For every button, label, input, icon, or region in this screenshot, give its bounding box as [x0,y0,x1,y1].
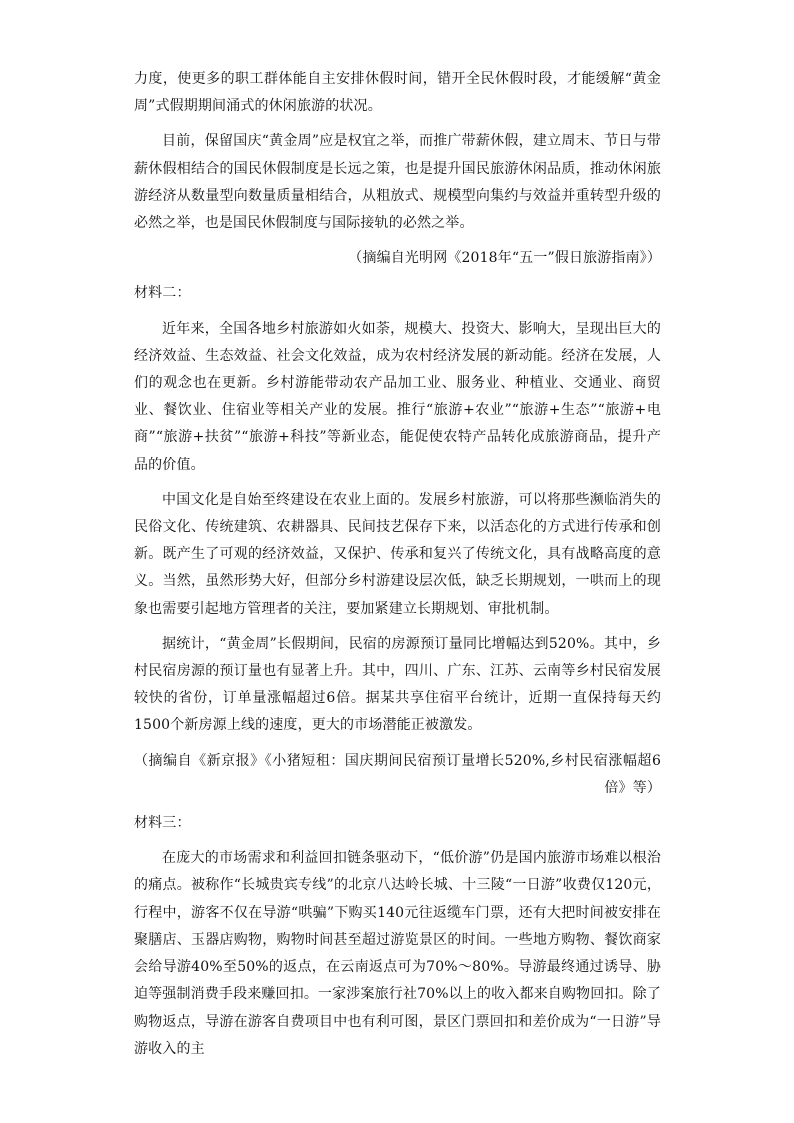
paragraph-chinese-culture: 中国文化是自始至终建设在农业上面的。发展乡村旅游，可以将那些濒临消失的民俗文化、传统建筑、农耕器具、民间技艺保存下来，以活态化的方式进行传承和创新。既产生了可观的经济效益，又保护、传承和复兴了传统文化，具有战略高度的意义。当然，虽然形势大好，但部分乡村游建设层次低，缺乏长期规划，一哄而上的现象也需要引起地方管理者的关注，要加紧建立长期规划、审批机制。 [134,491,661,617]
material-two-label: 材料二： [134,285,191,302]
source-citation-2: （摘编自《新京报》《小猪短租：国庆期间民宿预订量增长520%,乡村民宿涨幅超6倍》等） [134,752,661,796]
paragraph-national-holiday: 目前，保留国庆“黄金周”应是权宜之举，而推广带薪休假，建立周末、节日与带薪休假相结合的国民休假制度是长远之策，也是提升国民旅游休闲品质，推动休闲旅游经济从数量型向数量质量相结合，从粗放式、规模型向集约与效益并重转型升级的必然之举，也是国民休假制度与国际接轨的必然之举。 [134,133,661,232]
paragraph-statistics: 据统计，“黄金周”长假期间，民宿的房源预订量同比增幅达到520%。其中，乡村民宿房源的预订量也有显著上升。其中，四川、广东、江苏、云南等乡村民宿发展较快的省份，订单量涨幅超过6倍。据某共享住宿平台统计，近期一直保持每天约1500个新房源上线的速度，更大的市场潜能正被激发。 [134,635,661,734]
article-body [134,66,661,1071]
paragraph-low-price-tour: 在庞大的市场需求和利益回扣链条驱动下，“低价游”仍是国内旅游市场难以根治的痛点。被称作“长城贵宾专线”的北京八达岭长城、十三陵“一日游”收费仅120元，行程中，游客不仅在导游“哄骗”下购买140元往返缆车门票，还有大把时间被安排在聚膳店、玉器店购物，购物时间甚至超过游览景区的时间。一些地方购物、餐饮商家会给导游40%至50%的返点，在云南返点可为70%～80%。导游最终通过诱导、胁迫等强制消费手段来赚回扣。一家涉案旅行社70%以上的收入都来自购物回扣。除了购物返点，导游在游客自费项目中也有利可图，景区门票回扣和差价成为“一日游”导游收入的主 [134,850,661,1057]
source-citation-1: （摘编自光明网《2018年“五一”假日旅游指南》） [348,250,661,267]
paragraph-continued: 力度，使更多的职工群体能自主安排休假时间，错开全民休假时段，才能缓解“黄金周”式假期期间涌式的休闲旅游的状况。 [134,71,661,115]
material-three-label: 材料三： [134,815,191,832]
paragraph-rural-tourism: 近年来，全国各地乡村旅游如火如荼，规模大、投资大、影响大，呈现出巨大的经济效益、生态效益、社会文化效益，成为农村经济发展的新动能。经济在发展，人们的观念也在更新。乡村游能带动农产品加工业、服务业、种植业、交通业、商贸业、餐饮业、住宿业等相关产业的发展。推行“旅游+农业”“旅游+生态”“旅游+电商”“旅游+扶贫”“旅游+科技”等新业态，能促使农特产品转化成旅游商品，提升产品的价值。 [134,320,661,473]
